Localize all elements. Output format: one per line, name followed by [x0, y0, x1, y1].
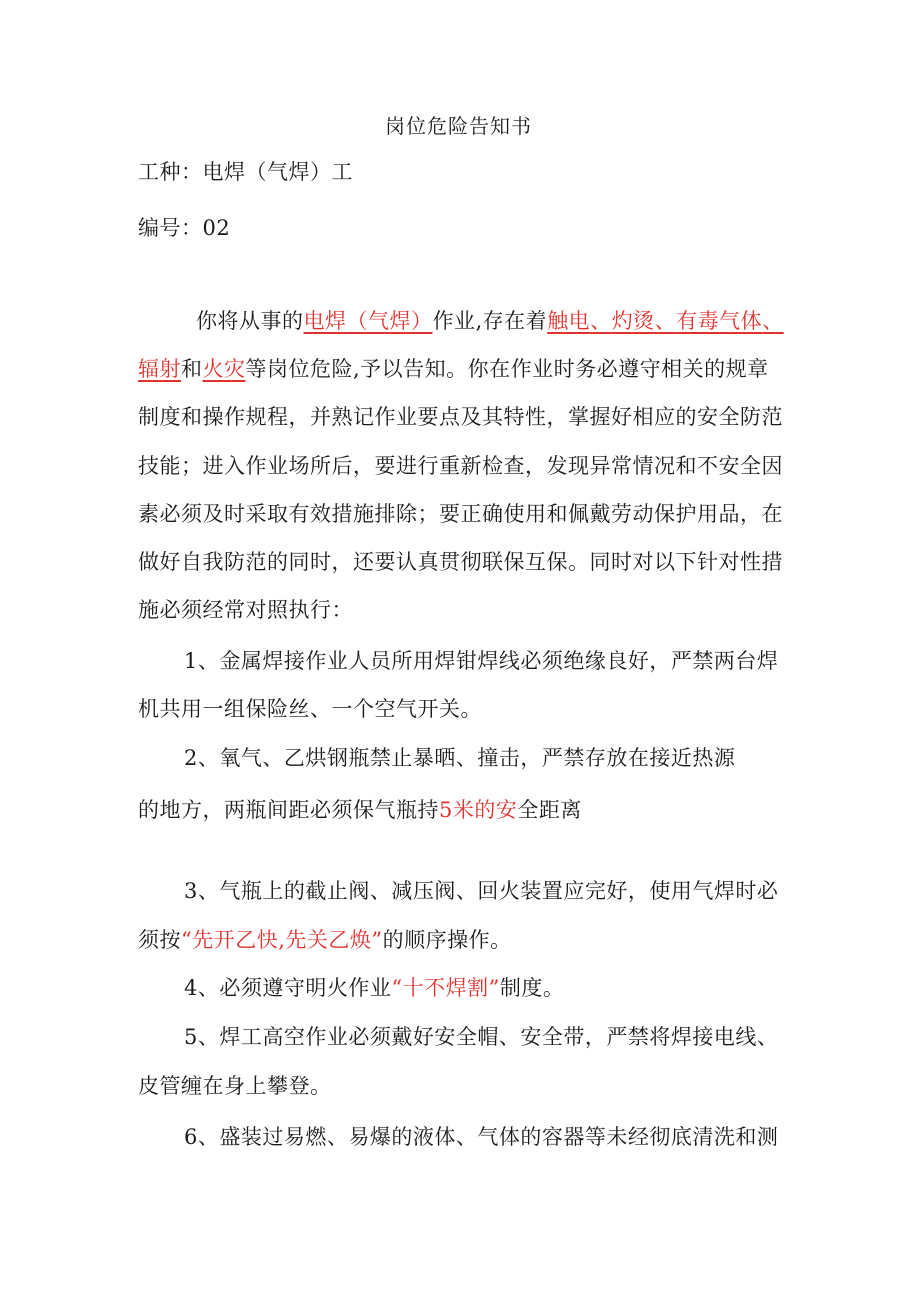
- item-3-line-2: [138, 926, 512, 954]
- intro-text: 作业,存在着: [432, 309, 548, 333]
- job-type-label: 工种：: [138, 160, 203, 184]
- intro-line-2: [138, 355, 769, 383]
- hazard-toxic-gas: 有毒气体: [676, 309, 763, 333]
- item-2-line-1: 2、氧气、乙烘钢瓶禁止暴晒、撞击，严禁存放在接近热源: [184, 746, 736, 770]
- safe-distance-highlight: 5米的安: [439, 798, 518, 822]
- intro-text: 等岗位危险,予以告知。你在作业时务必遵守相关的规章: [245, 357, 769, 381]
- number-line: [138, 214, 230, 242]
- intro-line-5: 素必须及时采取有效措施排除；要正确使用和佩戴劳动保护用品，在: [138, 502, 783, 526]
- item-text: 全距离: [517, 798, 582, 822]
- hazard-electric-shock: 触电: [547, 309, 591, 333]
- job-type-value: 电焊（气焊）工: [202, 160, 353, 184]
- hazard-radiation: 辐射: [138, 357, 181, 381]
- hazard-separator: 、: [762, 309, 784, 333]
- item-1-line-1: 1、金属焊接作业人员所用焊钳焊线必须绝缘良好，严禁两台焊: [184, 649, 779, 673]
- intro-line-7: 施必须经常对照执行：: [138, 598, 353, 622]
- item-2-line-2: [138, 796, 582, 824]
- item-3-line-1: 3、气瓶上的截止阀、减压阀、回火装置应完好，使用气焊时必: [184, 879, 779, 903]
- number-label: 编号：: [138, 216, 203, 240]
- job-type-line: [138, 158, 353, 186]
- item-text: 的顺序操作。: [382, 928, 512, 952]
- intro-text: 你将从事的: [196, 309, 304, 333]
- intro-text: 和: [181, 357, 203, 381]
- item-5-line-2: 皮管缠在身上攀登。: [138, 1074, 332, 1098]
- item-1-line-2: 机共用一组保险丝、一个空气开关。: [138, 697, 482, 721]
- page-title: 岗位危险告知书: [385, 114, 532, 138]
- item-6-line-1: 6、盛装过易燃、易爆的液体、气体的容器等未经彻底清洗和测: [184, 1125, 779, 1149]
- hazard-separator: 、: [654, 309, 677, 333]
- item-text: 须按: [138, 928, 181, 952]
- item-text: 的地方，两瓶间距必须保气瓶持: [138, 798, 439, 822]
- item-text: 制度。: [499, 976, 565, 1000]
- intro-line-3: 制度和操作规程，并熟记作业要点及其特性，掌握好相应的安全防范: [138, 405, 783, 429]
- hazard-separator: 、: [590, 309, 612, 333]
- highlight-job: 电焊（气焊）: [303, 309, 433, 333]
- item-text: 4、必须遵守明火作业: [184, 976, 392, 1000]
- intro-line-1: [196, 307, 784, 335]
- hazard-burn: 灼烫: [611, 309, 655, 333]
- intro-line-4: 技能；进入作业场所后，要进行重新检查，发现异常情况和不安全因: [138, 454, 783, 478]
- item-5-line-1: 5、焊工高空作业必须戴好安全帽、安全带，严禁将焊接电线、: [184, 1025, 779, 1049]
- intro-line-6: 做好自我防范的同时，还要认真贯彻联保互保。同时对以下针对性措: [138, 550, 783, 574]
- operation-order-highlight: “先开乙快,先关乙焕”: [181, 928, 383, 952]
- ten-no-cutting-highlight: “十不焊割”: [391, 976, 500, 1000]
- hazard-fire: 火灾: [202, 357, 246, 381]
- item-4-line-1: [184, 974, 564, 1002]
- number-value: 02: [202, 216, 231, 240]
